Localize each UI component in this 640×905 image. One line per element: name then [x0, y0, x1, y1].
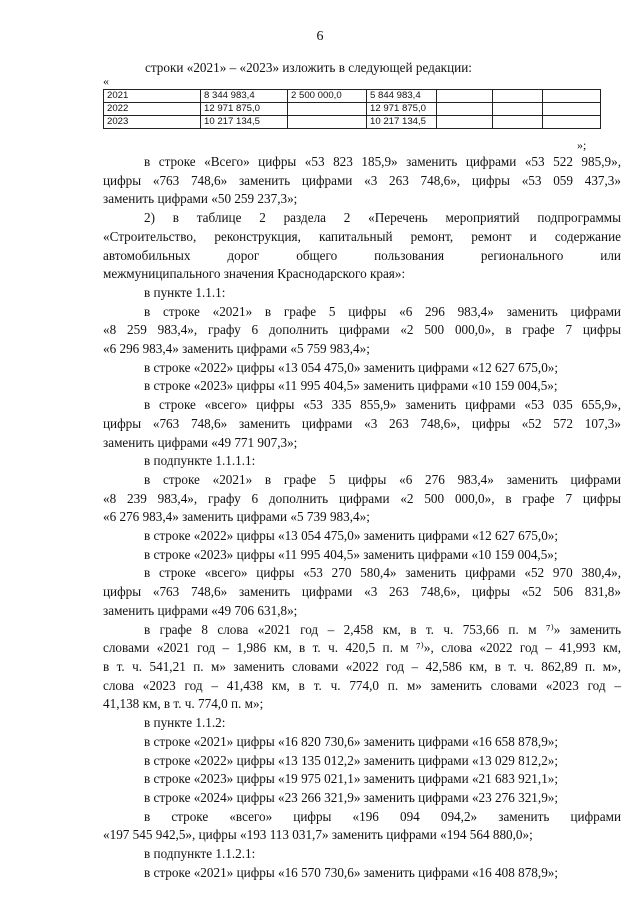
table-cell: 2021 [104, 90, 201, 103]
table-cell: 12 971 875,0 [201, 103, 288, 116]
table-row [104, 116, 601, 129]
paragraph-line: в строке «2021» в графе 5 цифры «6 296 983,4» заменить цифрами [144, 303, 621, 319]
table-cell: 2023 [104, 116, 201, 129]
table-cell: 12 971 875,0 [367, 103, 437, 116]
paragraph-line: цифры «763 748,6» заменить цифрами «3 263 748,6», цифры «52 506 831,8» [103, 584, 621, 600]
paragraph-line: «8 259 983,4», графу 6 дополнить цифрами «2 500 000,0», в графе 7 цифры [103, 322, 621, 338]
table-cell [543, 90, 601, 103]
paragraph-line: в строке «всего» цифры «196 094 094,2» заменить цифрами [144, 808, 621, 824]
paragraph-line: в строке «2022» цифры «13 054 475,0» заменить цифрами «12 627 675,0»; [144, 359, 559, 375]
intro-line: строки «2021» – «2023» изложить в следующей редакции: [145, 60, 472, 75]
table-cell [437, 116, 493, 129]
paragraph-line: в строке «2023» цифры «11 995 404,5» заменить цифрами «10 159 004,5»; [144, 546, 558, 562]
paragraph-line: в пункте 1.1.2: [144, 715, 226, 731]
paragraph-line: в строке «2022» цифры «13 135 012,2» заменить цифрами «13 029 812,2»; [144, 752, 559, 768]
paragraph-line: в строке «2021» цифры «16 570 730,6» заменить цифрами «16 408 878,9»; [144, 864, 559, 880]
paragraph-line: 41,138 км, в т. ч. 774,0 п. м»; [103, 696, 264, 712]
paragraph-line: в строке «2021» в графе 5 цифры «6 276 983,4» заменить цифрами [144, 471, 621, 487]
paragraph-line: «6 276 983,4» заменить цифрами «5 739 983,4»; [103, 509, 370, 525]
document-body [103, 153, 621, 882]
paragraph-line: в строке «2021» цифры «16 820 730,6» заменить цифрами «16 658 878,9»; [144, 733, 559, 749]
paragraph-line: слова «2023 год – 41,438 км, в т. ч. 774,0 п. м» заменить словами «2023 год – [103, 677, 621, 693]
table-cell: 10 217 134,5 [367, 116, 437, 129]
table-cell [493, 90, 543, 103]
opening-quote: « [103, 74, 109, 88]
paragraph-line: цифры «763 748,6» заменить цифрами «3 263 748,6», цифры «52 572 107,3» [103, 415, 621, 431]
paragraph-line: «6 296 983,4» заменить цифрами «5 759 983,4»; [103, 341, 370, 357]
page-number: 6 [316, 29, 324, 44]
table-row [104, 103, 601, 116]
paragraph-line: в подпункте 1.1.1.1: [144, 453, 256, 469]
table-cell [493, 116, 543, 129]
paragraph-line: в подпункте 1.1.2.1: [144, 846, 256, 862]
paragraph-line: в строке «всего» цифры «53 270 580,4» заменить цифрами «52 970 380,4», [144, 565, 621, 581]
paragraph-line: межмуниципального значения Краснодарского края»: [103, 266, 406, 282]
table-cell [437, 103, 493, 116]
paragraph-line: цифры «763 748,6» заменить цифрами «3 263 748,6», цифры «53 059 437,3» [103, 172, 621, 188]
table-cell [493, 103, 543, 116]
paragraph-line: в строке «Всего» цифры «53 823 185,9» заменить цифрами «53 522 985,9», [144, 154, 621, 169]
table-cell: 8 344 983,4 [201, 90, 288, 103]
table-cell [543, 116, 601, 129]
paragraph-line: «8 239 983,4», графу 6 дополнить цифрами «2 500 000,0», в графе 7 цифры [103, 490, 621, 506]
paragraph-line: в строке «2022» цифры «13 054 475,0» заменить цифрами «12 627 675,0»; [144, 528, 559, 544]
table-cell [437, 90, 493, 103]
table-cell [543, 103, 601, 116]
paragraph-line: в строке «всего» цифры «53 335 855,9» заменить цифрами «53 035 655,9», [144, 397, 621, 413]
closing-quote: »; [577, 138, 587, 152]
paragraph-line: в графе 8 слова «2021 год – 2,458 км, в т. ч. 753,66 п. м ⁷⁾» заменить [144, 621, 621, 637]
paragraph-line: заменить цифрами «50 259 237,3»; [103, 191, 298, 207]
table-cell: 2022 [104, 103, 201, 116]
paragraph-line: «197 545 942,5», цифры «193 113 031,7» заменить цифрами «194 564 880,0»; [103, 827, 533, 843]
table-cell: 10 217 134,5 [201, 116, 288, 129]
paragraph-line: заменить цифрами «49 706 631,8»; [103, 602, 298, 618]
paragraph-line: автомобильных дорог общего пользования регионального или [103, 247, 621, 263]
budget-table [103, 89, 601, 129]
table-cell: 2 500 000,0 [288, 90, 367, 103]
paragraph-line: в т. ч. 541,21 п. м» заменить словами «2022 год – 42,586 км, в т. ч. 862,89 п. м», [103, 658, 621, 674]
paragraph-line: «Строительство, реконструкция, капитальный ремонт, ремонт и содержание [103, 228, 621, 244]
table-cell [288, 116, 367, 129]
paragraph-line: в строке «2024» цифры «23 266 321,9» заменить цифрами «23 276 321,9»; [144, 789, 559, 805]
paragraph-line: словами «2021 год – 1,986 км, в т. ч. 420,5 п. м ⁷⁾», слова «2022 год – 41,993 км, [103, 640, 621, 656]
table-cell: 5 844 983,4 [367, 90, 437, 103]
paragraph-line: в строке «2023» цифры «19 975 021,1» заменить цифрами «21 683 921,1»; [144, 771, 559, 787]
paragraph-line: 2) в таблице 2 раздела 2 «Перечень мероприятий подпрограммы [144, 210, 621, 226]
paragraph-line: в пункте 1.1.1: [144, 284, 226, 300]
paragraph-line: заменить цифрами «49 771 907,3»; [103, 434, 298, 450]
paragraph-line: в строке «2023» цифры «11 995 404,5» заменить цифрами «10 159 004,5»; [144, 378, 558, 394]
table-row [104, 90, 601, 103]
table-cell [288, 103, 367, 116]
